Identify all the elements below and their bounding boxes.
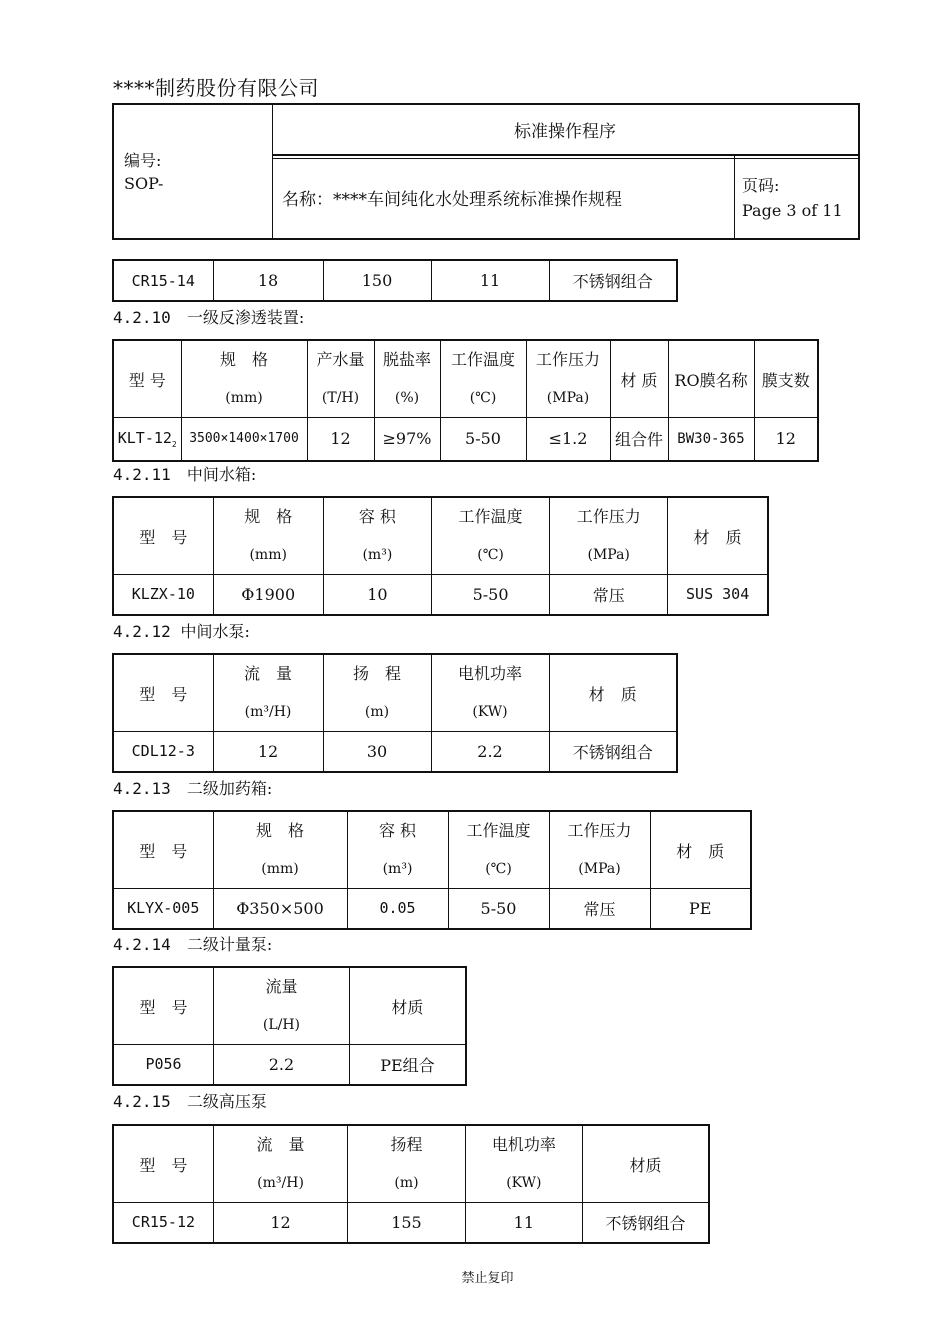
cell: 不锈钢组合 — [583, 1203, 709, 1243]
cell: 10 — [323, 575, 431, 615]
cell: Φ350×500 — [213, 889, 347, 929]
header-cell: 型 号 — [113, 654, 213, 732]
cell: 常压 — [549, 889, 650, 929]
cell: 常压 — [550, 575, 668, 615]
table-metering-pump — [112, 966, 467, 1086]
section-heading — [113, 462, 256, 485]
cell: 12 — [213, 732, 323, 772]
section-title: 中间水箱: — [186, 465, 257, 484]
header-cell: 容 积 (m³) — [323, 497, 431, 575]
footer-text: 禁止复印 — [461, 1271, 514, 1286]
code-value: SOP- — [124, 174, 164, 193]
cell: 2.2 — [214, 1045, 350, 1085]
cell: Φ1900 — [213, 575, 323, 615]
header-cell: 工作压力 (MPa) — [550, 497, 668, 575]
document-header — [112, 103, 860, 240]
header-cell: 型 号 — [113, 811, 213, 889]
section-heading — [113, 932, 272, 955]
header-cell: RO膜名称 — [668, 340, 754, 418]
cell: 12 — [213, 1203, 347, 1243]
cell: 3500×1400×1700 — [181, 418, 307, 461]
section-heading — [113, 776, 272, 799]
section-number: 4.2.14 — [113, 935, 171, 954]
cell: 5-50 — [440, 418, 526, 461]
section-title: 一级反渗透装置: — [186, 308, 305, 327]
cell: 12 — [754, 418, 818, 461]
doc-type: 标准操作程序 — [514, 122, 616, 142]
cell: PE — [650, 889, 751, 929]
header-cell: 工作温度 (℃) — [440, 340, 526, 418]
table-continued — [112, 259, 678, 302]
section-number: 4.2.15 — [113, 1092, 171, 1111]
section-heading — [113, 1089, 267, 1112]
table-header-row — [113, 497, 768, 575]
header-cell: 规 格 (mm) — [181, 340, 307, 418]
header-cell: 材 质 — [650, 811, 751, 889]
cell: 5-50 — [431, 575, 549, 615]
section-heading — [113, 305, 304, 328]
section-title: 二级计量泵: — [186, 935, 273, 954]
cell: 0.05 — [347, 889, 448, 929]
table-ro-unit — [112, 339, 819, 462]
cell: 11 — [431, 260, 549, 301]
table-header-row — [113, 967, 466, 1045]
table-row — [113, 260, 677, 301]
cell: CDL12-3 — [113, 732, 213, 772]
code-label: 编号: — [124, 151, 162, 170]
company-name: ****制药股份有限公司 — [113, 76, 319, 100]
header-cell: 工作压力 (MPa) — [526, 340, 610, 418]
header-cell: 流 量 (m³/H) — [213, 1125, 347, 1203]
header-cell: 膜支数 — [754, 340, 818, 418]
section-number: 4.2.10 — [113, 308, 171, 327]
cell: BW30-365 — [668, 418, 754, 461]
table-header-row — [113, 340, 818, 418]
cell: CR15-12 — [113, 1203, 213, 1243]
table-row — [113, 1203, 709, 1243]
code-block — [124, 149, 163, 195]
table-header-row — [113, 811, 751, 889]
section-title: 二级高压泵 — [186, 1092, 267, 1111]
table-intermediate-pump — [112, 653, 678, 773]
header-cell: 流 量 (m³/H) — [213, 654, 323, 732]
section-heading — [113, 619, 250, 642]
table-intermediate-tank — [112, 496, 769, 616]
header-cell: 产水量 (T/H) — [307, 340, 374, 418]
header-cell: 扬程 (m) — [348, 1125, 465, 1203]
cell: KLT-$12_2$ — [113, 418, 181, 461]
header-cell: 材 质 — [549, 654, 677, 732]
header-cell: 脱盐率 (%) — [374, 340, 440, 418]
section-number: 4.2.12 — [113, 622, 171, 641]
header-cell: 扬 程 (m) — [323, 654, 431, 732]
header-cell: 型 号 — [113, 1125, 213, 1203]
cell: ≥97% — [374, 418, 440, 461]
header-cell: 材质 — [583, 1125, 709, 1203]
section-title: 二级加药箱: — [186, 779, 273, 798]
header-cell: 规 格 (mm) — [213, 497, 323, 575]
cell: 组合件 — [610, 418, 668, 461]
header-cell: 工作温度 (℃) — [431, 497, 549, 575]
page-label: 页码: — [742, 176, 780, 195]
cell: 2.2 — [431, 732, 549, 772]
section-number: 4.2.11 — [113, 465, 171, 484]
cell: ≤1.2 — [526, 418, 610, 461]
header-cell: 材 质 — [668, 497, 768, 575]
cell: SUS 304 — [668, 575, 768, 615]
cell: 18 — [213, 260, 323, 301]
table-header-row — [113, 654, 677, 732]
table-row — [113, 418, 818, 461]
table-row — [113, 575, 768, 615]
section-title: 中间水泵: — [180, 622, 250, 641]
cell: KLZX-10 — [113, 575, 213, 615]
table-row — [113, 889, 751, 929]
cell: 150 — [323, 260, 431, 301]
cell: 155 — [348, 1203, 465, 1243]
cell: P056 — [113, 1045, 214, 1085]
cell: 12 — [307, 418, 374, 461]
header-cell: 材质 — [349, 967, 466, 1045]
header-cell: 型 号 — [113, 967, 214, 1045]
cell: 11 — [465, 1203, 582, 1243]
cell: 5-50 — [448, 889, 549, 929]
header-cell: 工作压力 (MPa) — [549, 811, 650, 889]
header-cell: 电机功率 (KW) — [431, 654, 549, 732]
page-block — [742, 173, 843, 223]
header-cell: 容 积 (m³) — [347, 811, 448, 889]
header-cell: 工作温度 (℃) — [448, 811, 549, 889]
table-row — [113, 1045, 466, 1085]
table-header-row — [113, 1125, 709, 1203]
header-cell: 流量 (L/H) — [214, 967, 350, 1045]
doc-name: 名称：****车间纯化水处理系统标准操作规程 — [282, 190, 622, 210]
header-cell: 材 质 — [610, 340, 668, 418]
header-cell: 型 号 — [113, 497, 213, 575]
header-cell: 型 号 — [113, 340, 181, 418]
cell: KLYX-005 — [113, 889, 213, 929]
cell: 30 — [323, 732, 431, 772]
cell: PE组合 — [349, 1045, 466, 1085]
cell: 不锈钢组合 — [549, 732, 677, 772]
section-number: 4.2.13 — [113, 779, 171, 798]
header-cell: 电机功率 (KW) — [465, 1125, 582, 1203]
table-dosing-tank — [112, 810, 752, 930]
cell: CR15-14 — [113, 260, 213, 301]
page-value: Page 3 of 11 — [742, 201, 843, 220]
table-row — [113, 732, 677, 772]
table-high-pressure-pump — [112, 1124, 710, 1244]
header-cell: 规 格 (mm) — [213, 811, 347, 889]
cell: 不锈钢组合 — [549, 260, 677, 301]
